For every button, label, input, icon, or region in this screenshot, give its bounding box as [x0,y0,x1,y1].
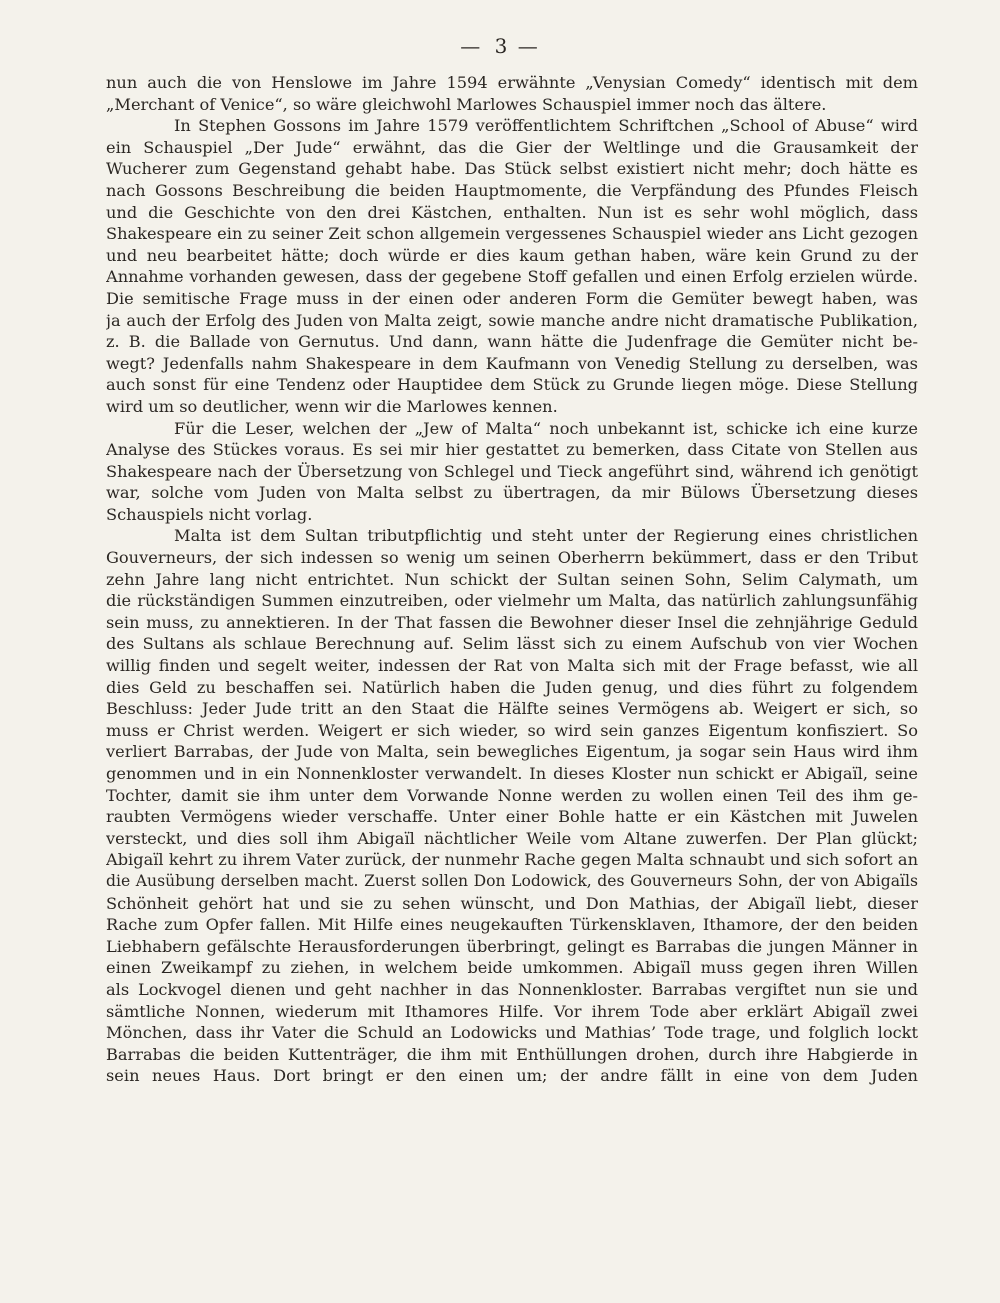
text-line: muss er Christ werden. Weigert er sich wieder, so wird sein ganzes Eigentum konfisziert. So [106,720,918,740]
text-line: Schönheit gehört hat und sie zu sehen wünscht, und Don Mathias, der Abigaïl liebt, dieser [106,893,918,913]
text-line: Malta ist dem Sultan tributpflichtig und steht unter der Regierung eines christlichen [174,526,918,546]
text-line: einen Zweikampf zu ziehen, in welchem beide umkommen. Abigaïl muss gegen ihren Willen [106,958,918,978]
text-line: sein muss, zu annektieren. In der That fassen die Bewohner dieser Insel die zehnjährige Geduld [106,612,918,632]
text-line: versteckt, und dies soll ihm Abigaïl nächtlicher Weile vom Altane zuwerfen. Der Plan glückt; [106,828,918,848]
text-line: Für die Leser, welchen der „Jew of Malta“ noch unbekannt ist, schicke ich eine kurze [174,418,918,438]
text-line: Beschluss: Jeder Jude tritt an den Staat die Hälfte seines Vermögens ab. Weigert er sich, so [106,699,918,719]
text-line: Die semitische Frage muss in der einen oder anderen Form die Gemüter bewegt haben, was [106,288,918,308]
text-line: ein Schauspiel „Der Jude“ erwähnt, das die Gier der Weltlinge und die Grausamkeit der [106,137,918,157]
text-line: wird um so deutlicher, wenn wir die Marlowes kennen. [106,396,558,416]
text-line: sämtliche Nonnen, wiederum mit Ithamores Hilfe. Vor ihrem Tode aber erklärt Abigaïl zwei [106,1001,918,1021]
text-line: Gouverneurs, der sich indessen so wenig um seinen Oberherrn bekümmert, dass er den Tribut [106,548,918,568]
text-line: Shakespeare nach der Übersetzung von Schlegel und Tieck angeführt sind, während ich genötigt [106,461,918,481]
text-line: Tochter, damit sie ihm unter dem Vorwande Nonne werden zu wollen einen Teil des ihm ge- [106,785,918,805]
text-line: dies Geld zu beschaffen sei. Natürlich haben die Juden genug, und dies führt zu folgendem [106,677,918,697]
text-line: In Stephen Gossons im Jahre 1579 veröffentlichtem Schriftchen „School of Abuse“ wird [174,116,918,136]
text-line: Wucherer zum Gegenstand gehabt habe. Das Stück selbst existiert nicht mehr; doch hätte es [106,159,918,179]
page-number: — 3 — [460,34,540,58]
text-line: und die Geschichte von den drei Kästchen, enthalten. Nun ist es sehr wohl möglich, dass [106,202,918,222]
text-line: verliert Barrabas, der Jude von Malta, sein bewegliches Eigentum, ja sogar sein Haus wird ihm [106,742,918,762]
text-line: die Ausübung derselben macht. Zuerst sollen Don Lodowick, des Gouverneurs Sohn, der von Abigaïls [106,871,918,890]
text-line: die rückständigen Summen einzutreiben, oder vielmehr um Malta, das natürlich zahlungsunfähig [106,591,918,611]
text-line: z. B. die Ballade von Gernutus. Und dann, wann hätte die Judenfrage die Gemüter nicht be- [106,332,918,352]
text-line: auch sonst für eine Tendenz oder Hauptidee dem Stück zu Grunde liegen möge. Diese Stellung [106,375,918,395]
text-line: ja auch der Erfolg des Juden von Malta zeigt, sowie manche andre nicht dramatische Publikation, [106,310,918,330]
text-line: nun auch die von Henslowe im Jahre 1594 erwähnte „Venysian Comedy“ identisch mit dem [106,73,918,92]
text-line: und neu bearbeitet hätte; doch würde er dies kaum gethan haben, wäre kein Grund zu der [106,245,918,265]
text-line: Mönchen, dass ihr Vater die Schuld an Lodowicks und Mathias’ Tode trage, und folglich lockt [106,1023,918,1043]
text-line: Shakespeare ein zu seiner Zeit schon allgemein vergessenes Schauspiel wieder ans Licht gezogen [106,224,918,244]
text-line: nach Gossons Beschreibung die beiden Hauptmomente, die Verpfändung des Pfundes Fleisch [106,180,918,200]
page-number-value: 3 [494,34,510,58]
text-line: war, solche vom Juden von Malta selbst zu übertragen, da mir Bülows Übersetzung dieses [106,483,918,503]
text-line: genommen und in ein Nonnenkloster verwandelt. In dieses Kloster nun schickt er Abigaïl, seine [106,764,918,783]
text-line: des Sultans als schlaue Berechnung auf. Selim lässt sich zu einem Aufschub von vier Wochen [106,634,918,654]
text-line: Annahme vorhanden gewesen, dass der gegebene Stoff gefallen und einen Erfolg erzielen würde. [106,267,918,287]
text-line: Liebhabern gefälschte Herausforderungen überbringt, gelingt es Barrabas die jungen Männer in [106,936,918,956]
text-line: „Merchant of Venice“, so wäre gleichwohl Marlowes Schauspiel immer noch das ältere. [106,94,827,114]
text-line: sein neues Haus. Dort bringt er den einen um; der andre fällt in eine von dem Juden [106,1066,918,1086]
text-line: als Lockvogel dienen und geht nachher in das Nonnenkloster. Barrabas vergiftet nun sie und [106,979,918,999]
text-line: Analyse des Stückes voraus. Es sei mir hier gestattet zu bemerken, dass Citate von Stellen aus [106,440,918,460]
text-line: wegt? Jedenfalls nahm Shakespeare in dem Kaufmann von Venedig Stellung zu derselben, was [106,353,918,373]
text-line: zehn Jahre lang nicht entrichtet. Nun schickt der Sultan seinen Sohn, Selim Calymath, um [106,569,918,589]
text-line: raubten Vermögens wieder verschaffe. Unter einer Bohle hatte er ein Kästchen mit Juwelen [106,807,918,827]
text-line: Barrabas die beiden Kuttenträger, die ihm mit Enthüllungen drohen, durch ihre Habgierde in [106,1044,918,1064]
body-text [106,72,918,1087]
text-line: Rache zum Opfer fallen. Mit Hilfe eines neugekauften Türkensklaven, Ithamore, der den beiden [106,915,918,935]
text-line: willig finden und segelt weiter, indessen der Rat von Malta sich mit der Frage befasst, wie all [106,656,918,676]
text-line: Abigaïl kehrt zu ihrem Vater zurück, der nunmehr Rache gegen Malta schnaubt und sich sofort an [106,850,918,870]
text-line: Schauspiels nicht vorlag. [106,504,313,524]
